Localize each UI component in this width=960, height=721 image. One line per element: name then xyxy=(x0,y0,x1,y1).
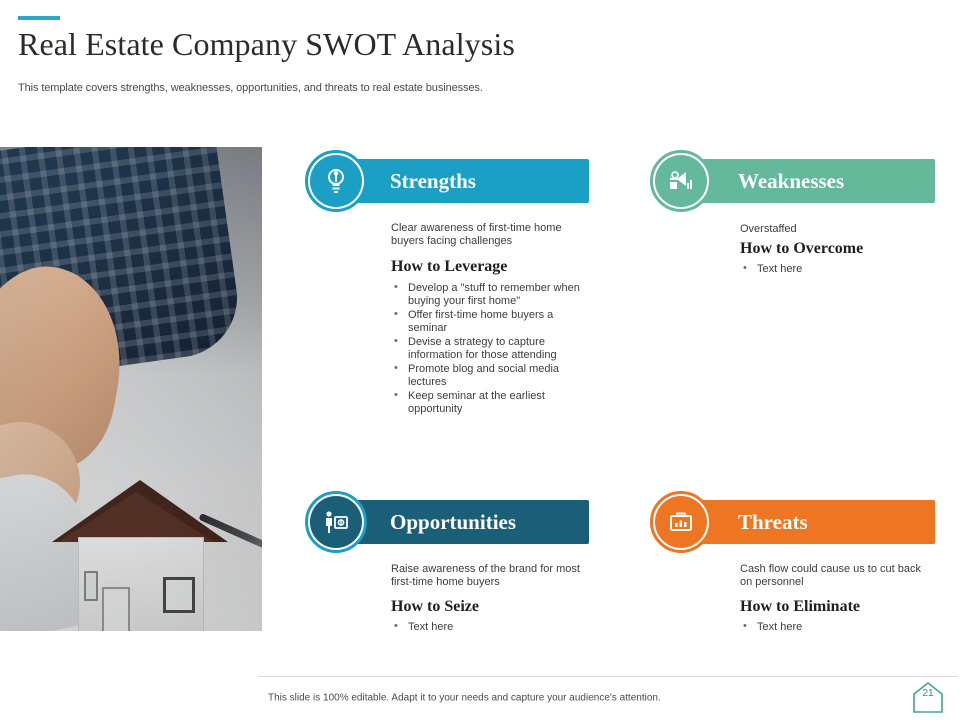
list-item: • Text here xyxy=(740,263,930,276)
person-money-icon xyxy=(321,507,351,537)
page-number-badge xyxy=(908,678,948,716)
page-title: Real Estate Company SWOT Analysis xyxy=(18,26,515,62)
strengths-intro: Clear awareness of first-time home buyers facing challenges xyxy=(391,222,562,247)
strengths-icon-badge xyxy=(305,150,367,212)
threats-title: Threats xyxy=(738,510,808,534)
list-item: • Develop a "stuff to remember when buying your first home" xyxy=(391,282,586,308)
opportunities-title: Opportunities xyxy=(390,510,517,534)
threats-icon-badge xyxy=(650,491,712,553)
opportunities-how-heading: How to Seize xyxy=(391,598,479,615)
list-item: • Devise a strategy to capture information for those attending xyxy=(391,336,586,362)
accent-rule xyxy=(18,16,60,20)
strengths-bullets xyxy=(391,282,586,417)
megaphone-chart-icon xyxy=(666,166,696,196)
briefcase-chart-icon xyxy=(666,507,696,537)
weaknesses-bullets xyxy=(740,263,930,277)
page-number: 21 xyxy=(922,688,934,699)
weaknesses-icon-badge xyxy=(650,150,712,212)
footer-note: This slide is 100% editable. Adapt it to your needs and capture your audience's attention. xyxy=(268,692,661,704)
threats-bullets xyxy=(740,621,930,635)
strengths-how-heading: How to Leverage xyxy=(391,258,508,275)
list-item: • Keep seminar at the earliest opportunity xyxy=(391,390,586,416)
photo-vignette xyxy=(0,147,262,631)
weaknesses-intro: Overstaffed xyxy=(740,223,797,235)
opportunities-bullets xyxy=(391,621,581,635)
opportunities-intro: Raise awareness of the brand for most first-time home buyers xyxy=(391,563,580,588)
opportunities-icon-badge xyxy=(305,491,367,553)
threats-how-heading: How to Eliminate xyxy=(740,598,860,615)
threats-intro: Cash flow could cause us to cut back on personnel xyxy=(740,563,921,588)
list-item: • Text here xyxy=(740,621,930,634)
weaknesses-how-heading: How to Overcome xyxy=(740,240,864,257)
footer-divider xyxy=(258,676,958,677)
lightbulb-icon xyxy=(321,166,351,196)
list-item: • Offer first-time home buyers a seminar xyxy=(391,309,586,335)
list-item: • Text here xyxy=(391,621,581,634)
strengths-title: Strengths xyxy=(390,169,476,193)
weaknesses-title: Weaknesses xyxy=(738,169,845,193)
page-subtitle: This template covers strengths, weaknesses, opportunities, and threats to real estate businesses. xyxy=(18,82,483,94)
real-estate-photo xyxy=(0,147,262,631)
list-item: • Promote blog and social media lectures xyxy=(391,363,586,389)
